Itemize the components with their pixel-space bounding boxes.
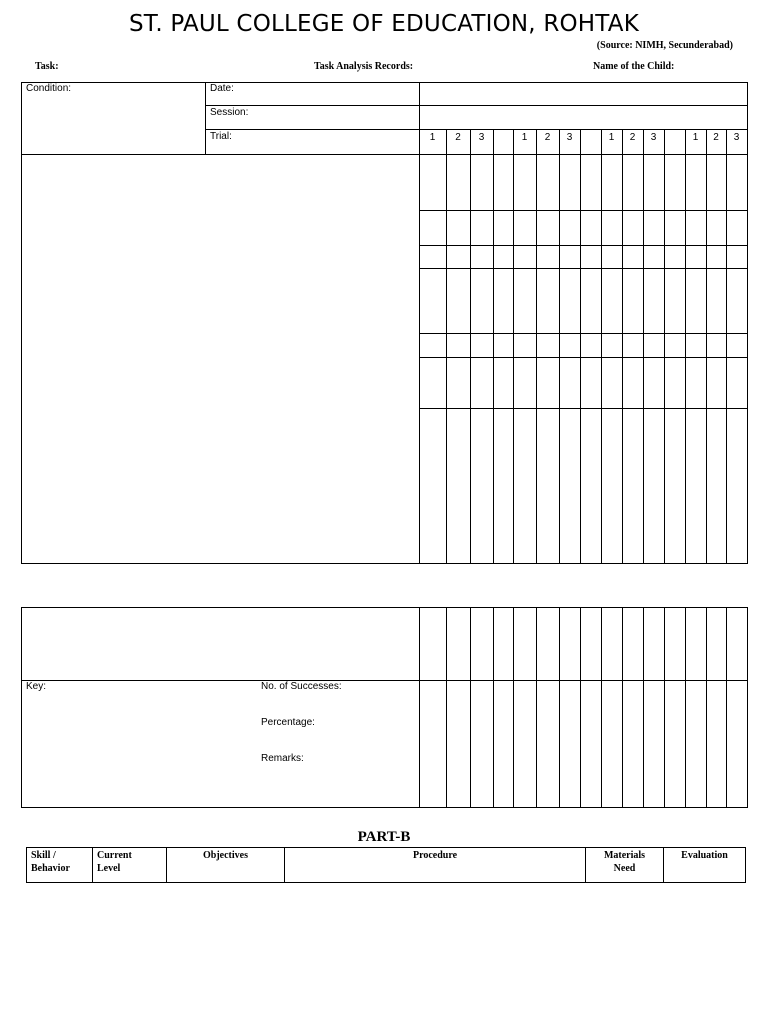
session-label: Session: [210,107,249,118]
evaluation-header: Evaluation [664,848,746,883]
trial-number: 1 [692,132,699,143]
summary-col-line [446,607,447,807]
procedure-header: Procedure [285,848,586,883]
skill-text: Skill / [31,850,56,861]
summary-col-line [601,607,602,807]
summary-col-line [643,607,644,807]
trial-col-line [446,129,447,563]
part-b-title: PART-B [357,829,411,845]
summary-border-left [21,607,22,807]
remarks-label: Remarks: [261,753,304,764]
trial-col-line [601,129,602,563]
task-label: Task: [35,61,59,72]
step-row-line [419,333,748,334]
trial-col-line [559,129,560,563]
child-name-label: Name of the Child: [593,61,675,72]
date-label: Date: [210,83,234,94]
trial-number: 1 [521,132,528,143]
trial-col-line [536,129,537,563]
trial-number: 2 [629,132,636,143]
materials-need-header [586,848,664,883]
condition-label: Condition: [26,83,72,94]
materials-text: Materials [603,850,646,861]
trial-number: 2 [544,132,551,143]
trial-col-line [706,129,707,563]
summary-border-right [747,607,748,807]
behavior-text: Behavior [31,863,70,874]
header-bottom-line [21,154,748,155]
trial-number: 2 [455,132,461,143]
summary-col-line [664,607,665,807]
trial-number: 3 [733,132,740,143]
session-row-line [205,129,748,130]
summary-border-top [21,607,748,608]
summary-col-line [470,607,471,807]
trial-col-line [643,129,644,563]
trial-number: 2 [713,132,719,143]
trial-col-line [493,129,494,563]
trial-col-line [580,129,581,563]
condition-divider [205,82,206,154]
records-label: Task Analysis Records: [314,61,414,72]
step-row-line [419,210,748,211]
summary-col-line [536,607,537,807]
trial-col-line [726,129,727,563]
key-label: Key: [26,681,47,692]
summary-col-line [580,607,581,807]
date-row-line [205,105,748,106]
summary-divider [419,607,420,807]
objectives-header: Objectives [167,848,285,883]
trial-number: 3 [650,132,657,143]
trial-number: 3 [566,132,573,143]
trial-col-line [470,129,471,563]
summary-col-line [493,607,494,807]
current-level-header [93,848,167,883]
current-text: Current [97,850,132,861]
grid-border-bottom [21,563,748,564]
part-b-table [26,847,746,883]
summary-col-line [513,607,514,807]
source-note: (Source: NIMH, Secunderabad) [596,40,733,51]
skill-behavior-header [27,848,93,883]
trial-col-line [513,129,514,563]
trial-col-line [685,129,686,563]
summary-col-line [726,607,727,807]
step-row-line [419,357,748,358]
successes-label: No. of Successes: [261,681,342,692]
part-b-header-row [27,848,746,883]
trial-number: 3 [478,132,485,143]
grid-border-top [21,82,748,83]
step-row-line [419,268,748,269]
summary-col-line [706,607,707,807]
summary-border-bottom [21,807,748,808]
summary-col-line [559,607,560,807]
trial-label: Trial: [210,131,232,142]
summary-row-line [21,680,748,681]
percentage-label: Percentage: [261,717,315,728]
step-row-line [419,408,748,409]
trial-col-line [622,129,623,563]
summary-col-line [622,607,623,807]
trial-col-line [664,129,665,563]
need-text: Need [613,863,636,874]
trial-number: 1 [429,132,436,143]
trial-number: 1 [608,132,615,143]
step-row-line [419,245,748,246]
page-title: ST. PAUL COLLEGE OF EDUCATION, ROHTAK [129,11,639,37]
level-text: Level [97,863,121,874]
summary-col-line [685,607,686,807]
